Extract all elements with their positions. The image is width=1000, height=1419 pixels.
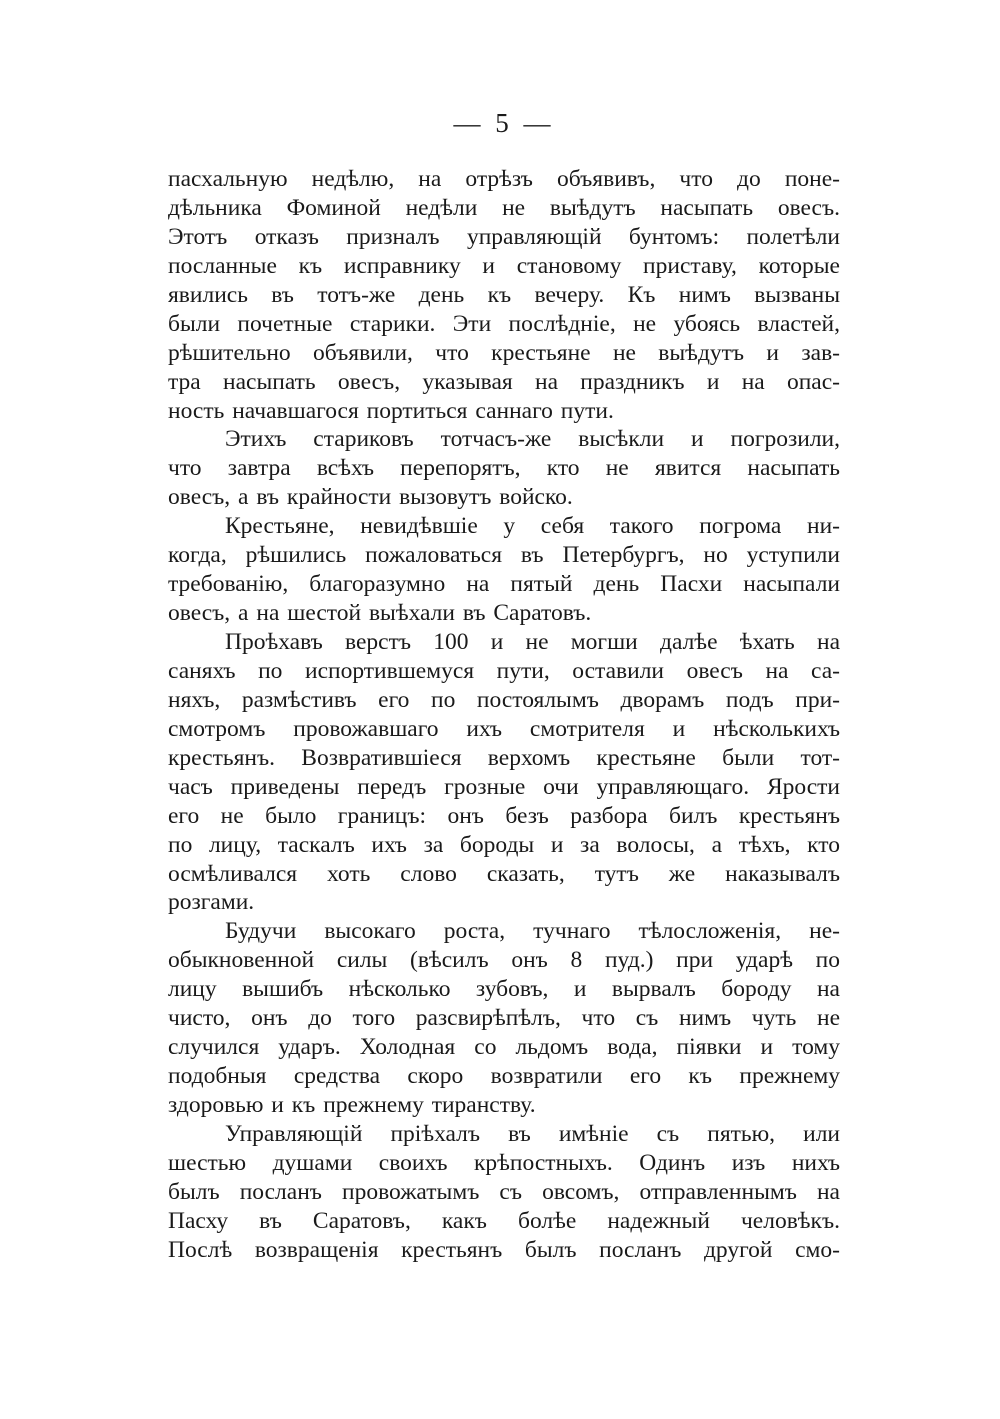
text-line: требованію, благоразумно на пятый день Пасхи насыпали bbox=[168, 571, 840, 598]
text-line: дѣльника Фоминой недѣли не выѣдутъ насыпать овесъ. bbox=[168, 194, 840, 221]
text-line: явились въ тотъ-же день къ вечеру. Къ нимъ вызваны bbox=[168, 281, 840, 308]
text-line: по лицу, таскалъ ихъ за бороды и за волосы, а тѣхъ, кто bbox=[168, 831, 840, 858]
text-line: розгами. bbox=[168, 889, 255, 916]
text-line: обыкновенной силы (вѣсилъ онъ 8 пуд.) при ударѣ по bbox=[168, 947, 840, 974]
text-line: когда, рѣшились пожаловаться въ Петербургъ, но уступили bbox=[168, 542, 840, 569]
text-line: ность начавшагося портиться саннаго пути. bbox=[168, 397, 614, 424]
text-line: Пасху въ Саратовъ, какъ болѣе надежный человѣкъ. bbox=[168, 1207, 840, 1234]
text-line: няхъ, размѣстивъ его по постоялымъ дворамъ подъ при- bbox=[168, 686, 840, 713]
text-line: саняхъ по испортившемуся пути, оставили овесъ на са- bbox=[168, 657, 840, 684]
text-line: чисто, онъ до того разсвирѣпѣлъ, что съ нимъ чуть не bbox=[168, 1005, 840, 1032]
text-line: посланные къ исправнику и становому приставу, которые bbox=[168, 252, 840, 279]
text-line: его не было границъ: онъ безъ разбора билъ крестьянъ bbox=[168, 802, 840, 829]
text-line: овесъ, а въ крайности вызовутъ войско. bbox=[168, 484, 573, 511]
text-line: что завтра всѣхъ перепорятъ, кто не явится насыпать bbox=[168, 455, 840, 482]
text-line: лицу вышибъ нѣсколько зубовъ, и вырвалъ бороду на bbox=[168, 976, 840, 1003]
text-line: осмѣливался хоть слово сказать, тутъ же наказывалъ bbox=[168, 860, 840, 887]
text-line: былъ посланъ провожатымъ съ овсомъ, отправленнымъ на bbox=[168, 1178, 840, 1205]
text-line: смотромъ провожавшаго ихъ смотрителя и нѣсколькихъ bbox=[168, 715, 840, 742]
text-line: здоровью и къ прежнему тиранству. bbox=[168, 1092, 536, 1118]
page-number: — 5 — bbox=[453, 108, 555, 138]
body-text bbox=[168, 165, 840, 1265]
text-line: часъ приведены передъ грозные очи управляющаго. Ярости bbox=[168, 773, 840, 800]
text-line: Будучи высокаго роста, тучнаго тѣлосложенія, не- bbox=[225, 918, 840, 945]
text-line: были почетные старики. Эти послѣдніе, не убоясь властей, bbox=[168, 310, 840, 337]
text-line: овесъ, а на шестой выѣхали въ Саратовъ. bbox=[168, 600, 592, 627]
text-line: крестьянъ. Возвратившіеся верхомъ крестьяне были тот- bbox=[168, 744, 840, 771]
text-line: подобныя средства скоро возвратили его къ прежнему bbox=[168, 1063, 840, 1090]
text-line: пасхальную недѣлю, на отрѣзъ объявивъ, что до поне- bbox=[168, 166, 840, 192]
text-line: Проѣхавъ верстъ 100 и не могши далѣе ѣхать на bbox=[225, 629, 840, 655]
text-line: Послѣ возвращенія крестьянъ былъ посланъ другой смо- bbox=[168, 1236, 840, 1263]
text-line: рѣшительно объявили, что крестьяне не выѣдутъ и зав- bbox=[168, 339, 840, 366]
text-line: Управляющій пріѣхалъ въ имѣніе съ пятью, или bbox=[225, 1120, 840, 1147]
text-line: случился ударъ. Холодная со льдомъ вода, піявки и тому bbox=[168, 1034, 840, 1061]
text-line: тра насыпать овесъ, указывая на праздникъ и на опас- bbox=[168, 368, 840, 395]
text-line: Крестьяне, невидѣвшіе у себя такого погрома ни- bbox=[225, 513, 840, 540]
text-line: Этихъ стариковъ тотчасъ-же высѣкли и погрозили, bbox=[225, 426, 840, 453]
text-line: шестью душами своихъ крѣпостныхъ. Одинъ изъ нихъ bbox=[168, 1149, 840, 1176]
text-line: Этотъ отказъ призналъ управляющій бунтомъ: полетѣли bbox=[168, 223, 840, 250]
